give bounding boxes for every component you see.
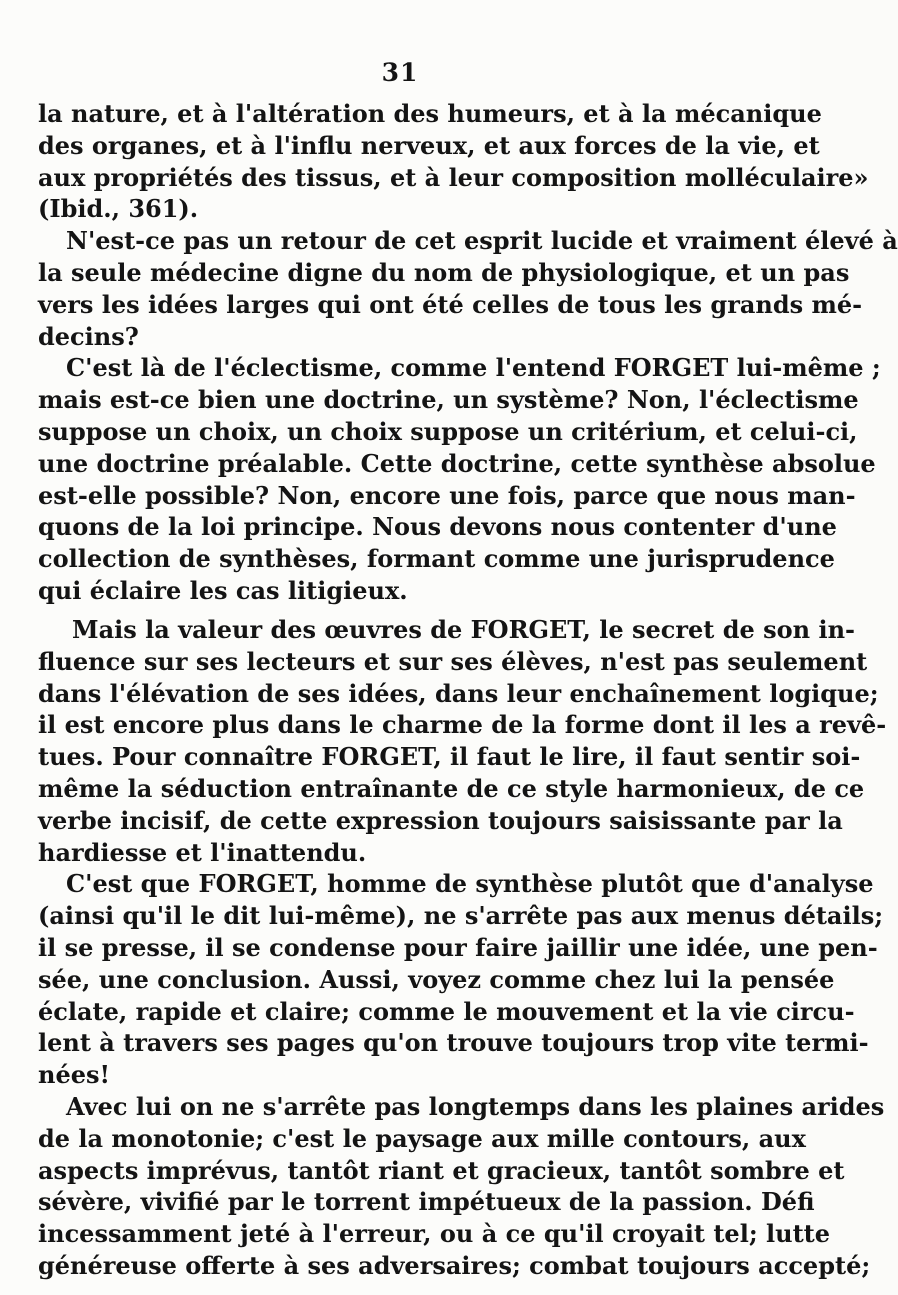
text-line: aspects imprévus, tantôt riant et gracieux, tantôt sombre et: [38, 1155, 845, 1185]
text-line: verbe incisif, de cette expression toujours saisissante par la: [38, 805, 843, 835]
text-line: sée, une conclusion. Aussi, voyez comme chez lui la pensée: [38, 964, 835, 994]
text-line: incessamment jeté à l'erreur, ou à ce qu'il croyait tel; lutte: [38, 1219, 831, 1249]
paragraph-start-line: Mais la valeur des œuvres de FORGET, le secret de son in-: [72, 615, 855, 644]
text-line: qui éclaire les cas litigieux.: [38, 575, 408, 605]
text-line: la nature, et à l'altération des humeurs, et à la mécanique: [38, 99, 822, 128]
text-line: collection de synthèses, formant comme une jurisprudence: [38, 544, 835, 574]
text-line: lent à travers ses pages qu'on trouve toujours trop vite termi-: [38, 1028, 869, 1058]
paragraph-start-line: Avec lui on ne s'arrête pas longtemps dans les plaines arides: [66, 1091, 885, 1121]
text-line: vers les idées larges qui ont été celles de tous les grands mé-: [38, 289, 863, 319]
text-line: tues. Pour connaître FORGET, il faut le lire, il faut sentir soi-: [38, 742, 861, 772]
text-line: suppose un choix, un choix suppose un critérium, et celui-ci,: [38, 416, 858, 446]
text-line: la seule médecine digne du nom de physiologique, et un pas: [38, 257, 850, 287]
text-line: dans l'élévation de ses idées, dans leur enchaînement logique;: [38, 678, 879, 708]
text-line: aux propriétés des tissus, et à leur composition molléculaire»: [38, 162, 869, 192]
text-section-2: [38, 614, 887, 1282]
text-line: hardiesse et l'inattendu.: [38, 837, 367, 867]
text-line: il est encore plus dans le charme de la forme dont il les a revê-: [38, 710, 887, 740]
text-line: généreuse offerte à ses adversaires; combat toujours accepté;: [38, 1250, 871, 1280]
text-line: de la monotonie; c'est le paysage aux mille contours, aux: [38, 1123, 806, 1153]
text-line: nées!: [38, 1060, 111, 1090]
text-line: mais est-ce bien une doctrine, un système? Non, l'éclectisme: [38, 385, 859, 415]
text-line: des organes, et à l'influ nerveux, et aux forces de la vie, et: [38, 130, 820, 160]
text-line: est-elle possible? Non, encore une fois, parce que nous man-: [38, 480, 856, 510]
text-line: une doctrine préalable. Cette doctrine, cette synthèse absolue: [38, 448, 876, 478]
text-line: fluence sur ses lecteurs et sur ses élèves, n'est pas seulement: [38, 646, 868, 676]
text-line: éclate, rapide et claire; comme le mouvement et la vie circu-: [38, 996, 855, 1026]
text-line: decins?: [38, 321, 139, 351]
paragraph-start-line: N'est-ce pas un retour de cet esprit lucide et vraiment élevé à: [66, 226, 898, 256]
paragraph-start-line: C'est que FORGET, homme de synthèse plutôt que d'analyse: [66, 869, 874, 899]
text-line: (Ibid., 361).: [38, 194, 199, 224]
text-line: même la séduction entraînante de ce style harmonieux, de ce: [38, 773, 865, 803]
text-line: (ainsi qu'il le dit lui-même), ne s'arrête pas aux menus détails;: [38, 901, 884, 931]
page-number: 31: [381, 58, 419, 87]
text-line: il se presse, il se condense pour faire jaillir une idée, une pen-: [38, 932, 878, 962]
text-line: sévère, vivifié par le torrent impétueux de la passion. Défi: [38, 1187, 815, 1217]
text-section-1: [38, 98, 898, 607]
paragraph-start-line: C'est là de l'éclectisme, comme l'entend FORGET lui-même ;: [66, 353, 881, 383]
text-line: quons de la loi principe. Nous devons nous contenter d'une: [38, 512, 837, 542]
